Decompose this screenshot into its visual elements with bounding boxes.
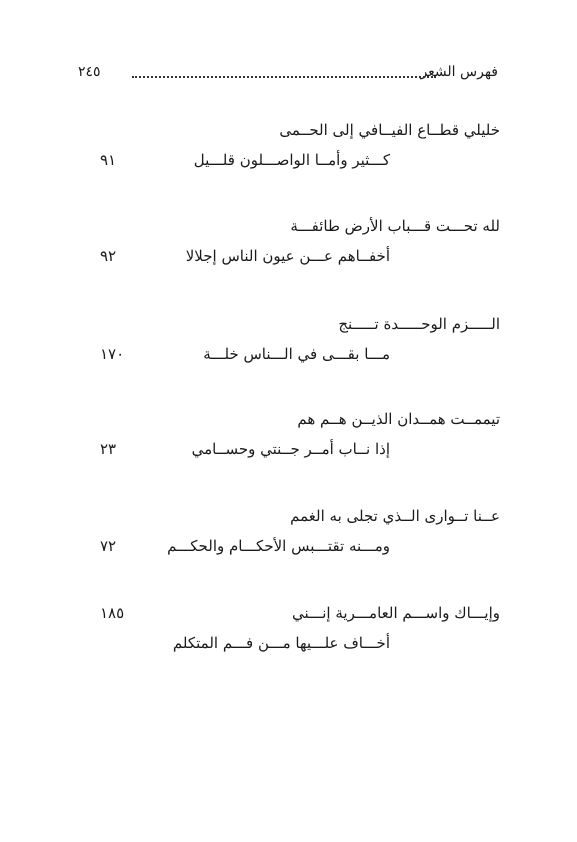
verse-first-hemistich: وإيـــاك واســـم العامـــرية إنـــني: [292, 604, 500, 622]
page-reference: ١٨٥: [100, 604, 125, 622]
page-reference: ١٧٠: [100, 345, 125, 363]
verse-first-hemistich: الـــــزم الوحـــــدة تـــــنج: [338, 315, 500, 333]
verse-second-hemistich: ومـــنه تقتـــبس الأحكـــام والحكـــم: [167, 537, 390, 555]
verse-second-hemistich: أخـــاف علـــيها مـــن فـــم المتكلم: [172, 634, 390, 652]
poetry-entry: [100, 217, 500, 287]
poetry-entry: [100, 121, 500, 191]
page-reference: ٧٢: [100, 537, 117, 555]
page-header: [78, 64, 498, 86]
header-page-number: ٢٤٥: [78, 64, 101, 80]
page-reference: ٢٣: [100, 440, 117, 458]
poetry-entry: [100, 507, 500, 577]
page-reference: ٩١: [100, 151, 117, 169]
verse-first-hemistich: لله تحـــت قـــباب الأرض طائفـــة: [290, 217, 500, 235]
poetry-entry: [100, 315, 500, 385]
page-reference: ٩٢: [100, 247, 117, 265]
header-title: فهرس الشعر: [420, 64, 498, 80]
poetry-entry: [100, 604, 500, 674]
verse-second-hemistich: إذا نــاب أمــر جــنتي وحســامي: [191, 440, 390, 458]
poetry-entry: [100, 410, 500, 480]
verse-first-hemistich: تيممــت همــدان الذيــن هــم هم: [297, 410, 500, 428]
verse-second-hemistich: أخفــاهم عـــن عيون الناس إجلالا: [185, 247, 390, 265]
verse-second-hemistich: كـــثير وأمــا الواصـــلون قلـــيل: [193, 151, 390, 169]
verse-second-hemistich: مـــا بقـــى في الـــناس خلـــة: [203, 345, 390, 363]
verse-first-hemistich: خليلي قطــاع الفيــافي إلى الحــمى: [279, 121, 500, 139]
verse-first-hemistich: عــنا تــوارى الــذي تجلى به الغمم: [290, 507, 500, 525]
header-dotted-leader: [132, 76, 436, 78]
